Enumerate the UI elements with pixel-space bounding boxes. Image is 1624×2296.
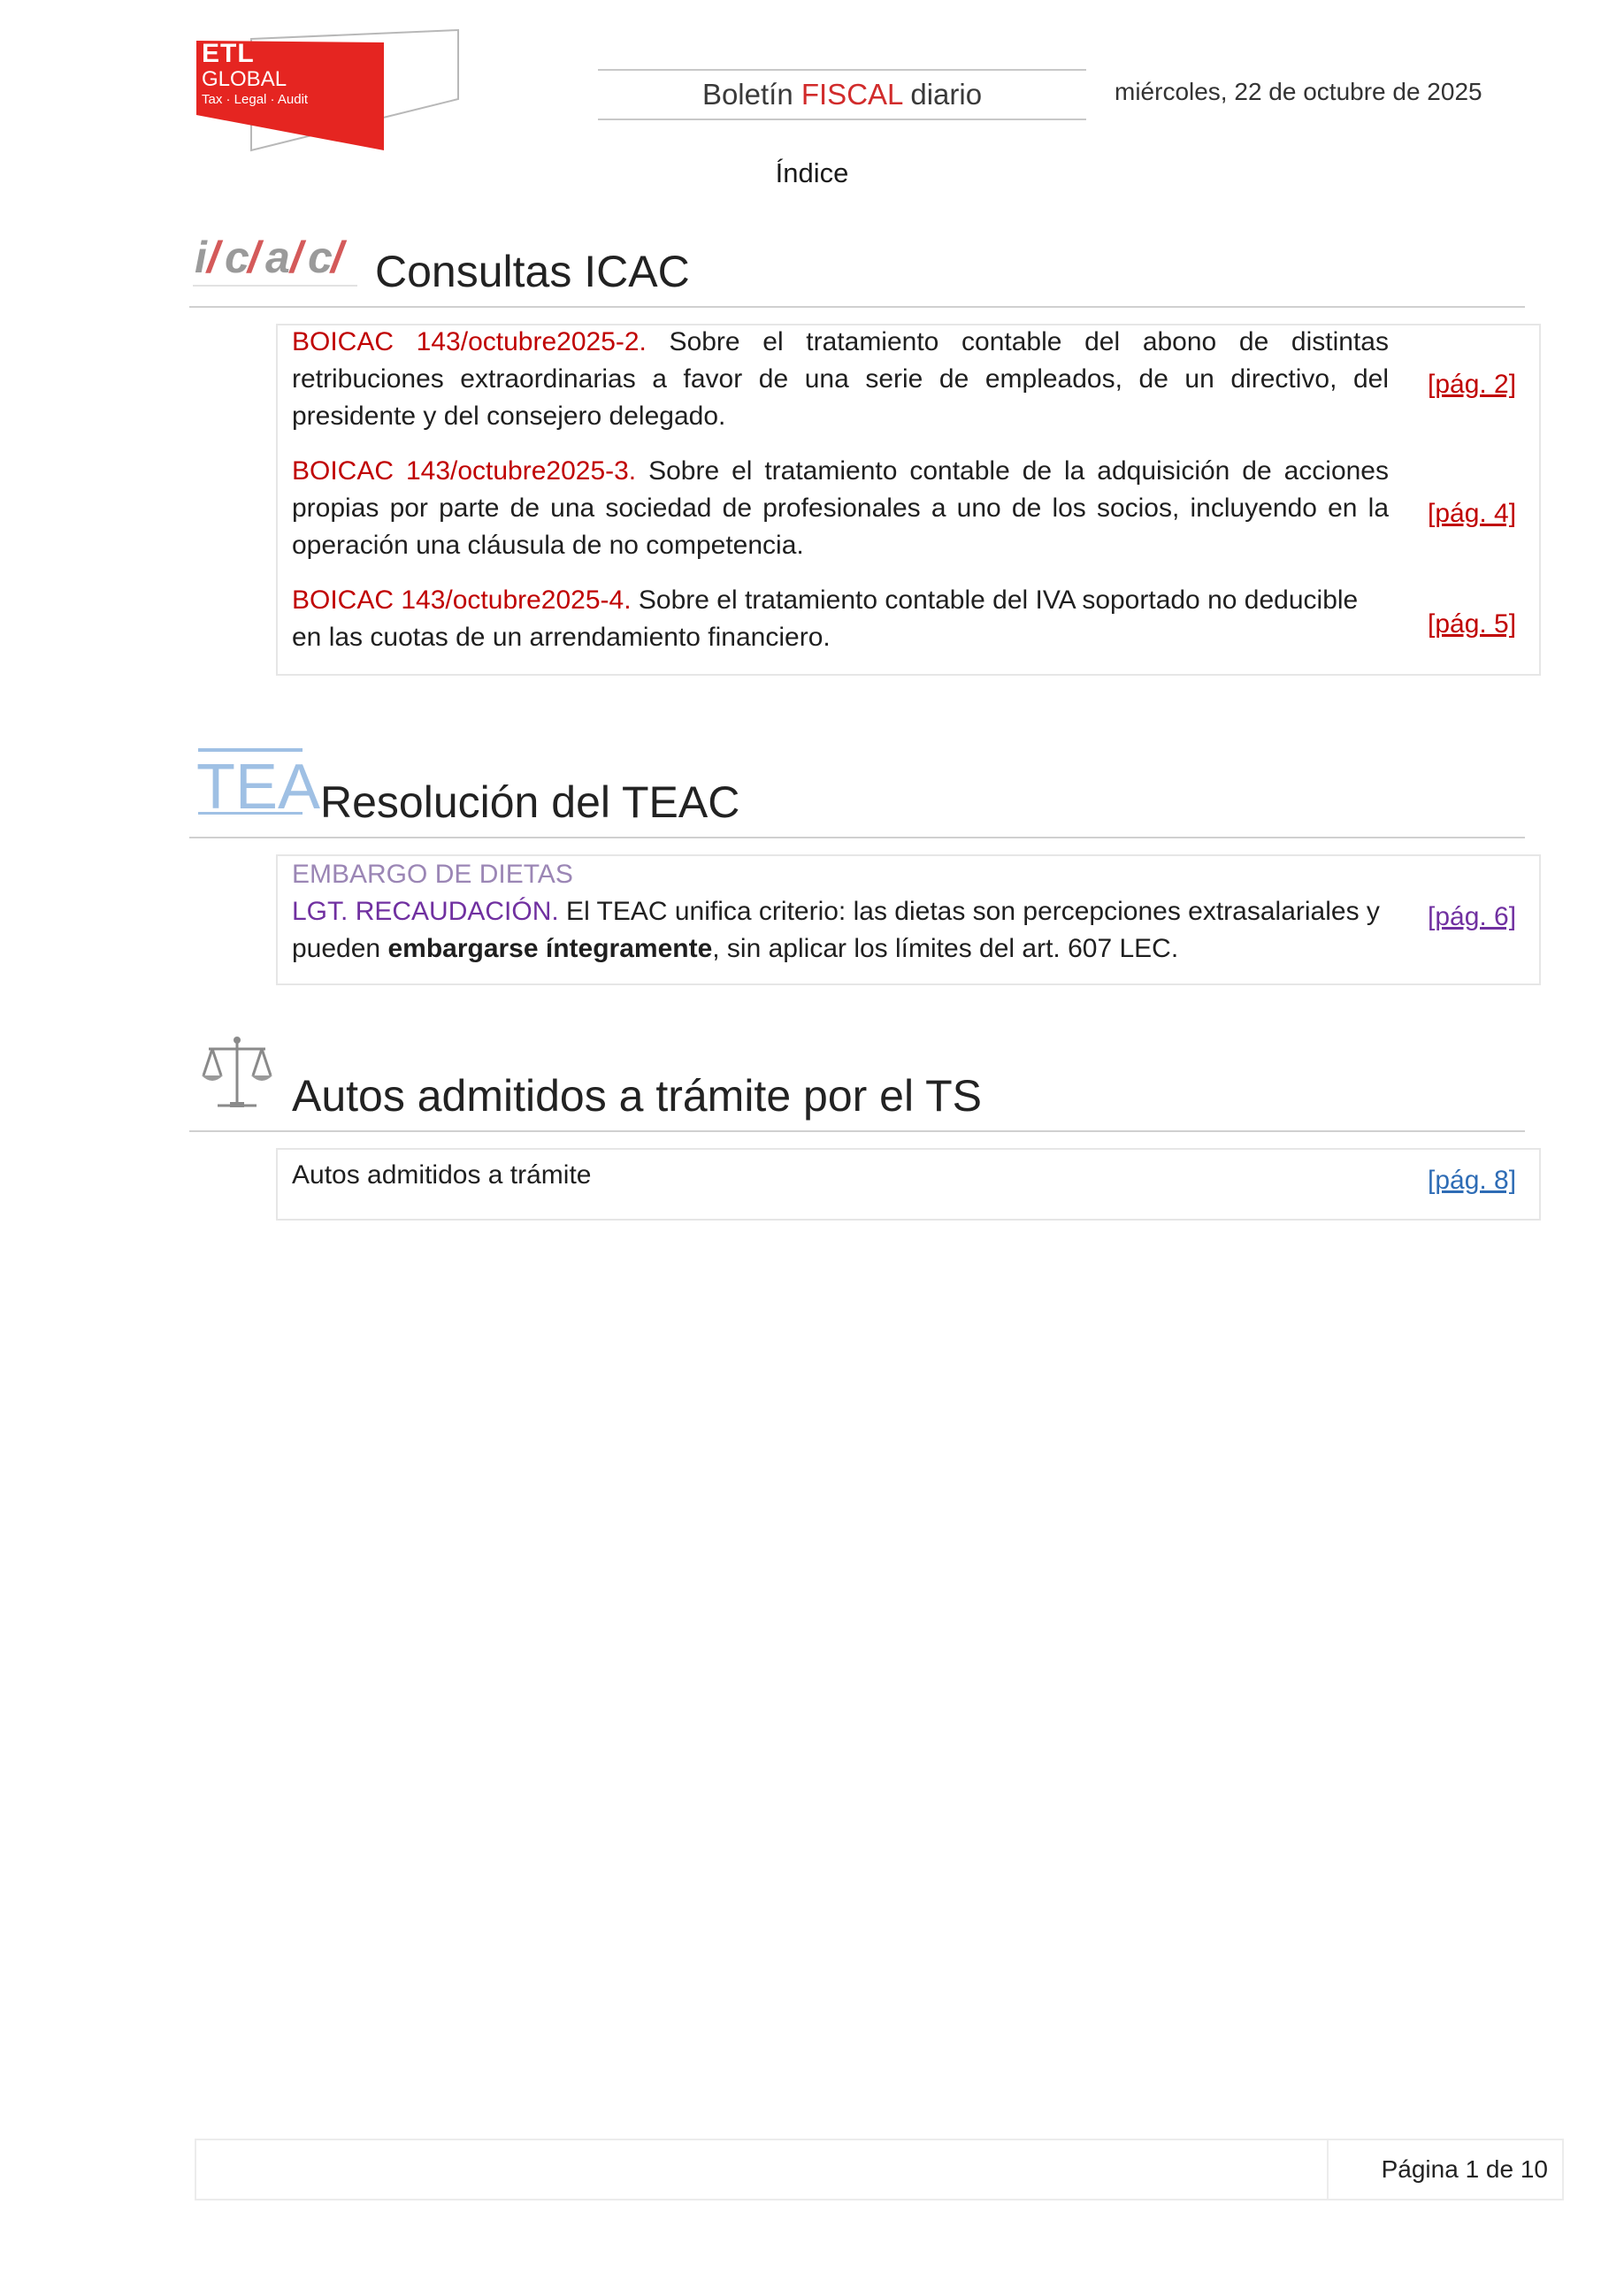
svg-text:c: c bbox=[308, 233, 333, 282]
entry-code: BOICAC 143/octubre2025-4. bbox=[292, 585, 632, 615]
svg-text:i: i bbox=[195, 233, 207, 282]
bulletin-title bbox=[598, 69, 1086, 120]
tea-logo-graphic bbox=[196, 748, 321, 823]
icac-logo-graphic bbox=[193, 228, 357, 285]
title-suffix: diario bbox=[902, 78, 983, 111]
ts-entry: Autos admitidos a trámite bbox=[292, 1160, 592, 1190]
svg-text:/: / bbox=[248, 233, 260, 282]
etl-global-logo bbox=[196, 30, 462, 154]
entry-bold-text: embargarse íntegramente bbox=[387, 934, 713, 963]
section-title-teac: Resolución del TEAC bbox=[320, 777, 740, 827]
section-title-ts: Autos admitidos a trámite por el TS bbox=[292, 1071, 982, 1121]
svg-text:a: a bbox=[265, 233, 290, 282]
page-footer bbox=[195, 2139, 1564, 2200]
footer-divider bbox=[1327, 2140, 1329, 2199]
scales-icon bbox=[200, 1035, 274, 1111]
entry-code: LGT. RECAUDACIÓN. bbox=[292, 897, 559, 926]
svg-text:c: c bbox=[225, 233, 249, 282]
scales-graphic bbox=[200, 1035, 274, 1111]
title-highlight: FISCAL bbox=[801, 78, 903, 111]
icac-entry-3 bbox=[292, 582, 1389, 656]
icac-logo-icon bbox=[193, 228, 357, 287]
page-link-5[interactable]: [pág. 5] bbox=[1428, 609, 1517, 639]
svg-text:/: / bbox=[290, 233, 303, 282]
page-link-6[interactable]: [pág. 6] bbox=[1428, 902, 1517, 931]
icac-entry-1 bbox=[292, 324, 1389, 435]
section-divider bbox=[189, 1130, 1525, 1132]
logo-tagline: Tax · Legal · Audit bbox=[202, 92, 309, 107]
page-link-8[interactable]: [pág. 8] bbox=[1428, 1166, 1517, 1195]
entry-code: BOICAC 143/octubre2025-3. bbox=[292, 456, 637, 486]
title-prefix: Boletín bbox=[701, 78, 801, 111]
entry-code: BOICAC 143/octubre2025-2. bbox=[292, 327, 647, 356]
entry-text: El TEAC unifica criterio: las dietas son percepciones extrasalariales y pueden bbox=[292, 897, 1380, 963]
svg-text:/: / bbox=[331, 233, 343, 282]
index-heading: Índice bbox=[775, 157, 849, 188]
logo-global: GLOBAL bbox=[202, 67, 287, 91]
icac-entry-2 bbox=[292, 453, 1389, 564]
page-link-2[interactable]: [pág. 2] bbox=[1428, 370, 1517, 399]
page-number: Página 1 de 10 bbox=[1381, 2155, 1548, 2183]
logo-etl: ETL bbox=[202, 39, 255, 68]
svg-text:TEA: TEA bbox=[196, 752, 321, 823]
entry-text: Sobre el tratamiento contable de la adquisición de acciones propias por parte de una sociedad de profesionales a uno de los socios, incluyendo en la operación una cláusula de no competencia. bbox=[292, 456, 1389, 560]
bulletin-date: miércoles, 22 de octubre de 2025 bbox=[1115, 78, 1482, 105]
entry-text: Sobre el tratamiento contable del IVA soportado no deducible en las cuotas de un arrendamiento financiero. bbox=[292, 585, 1359, 652]
tea-logo-icon bbox=[196, 748, 321, 823]
section-divider bbox=[189, 837, 1525, 838]
page-link-4[interactable]: [pág. 4] bbox=[1428, 499, 1517, 528]
section-divider bbox=[189, 306, 1525, 308]
teac-entry bbox=[292, 856, 1389, 968]
entry-text: Sobre el tratamiento contable del abono de distintas retribuciones extraordinarias a favor de una serie de empleados, de un directivo, del presidente y del consejero delegado. bbox=[292, 327, 1389, 431]
section-title-icac: Consultas ICAC bbox=[375, 247, 690, 296]
teac-subhead: EMBARGO DE DIETAS bbox=[292, 860, 573, 889]
entry-text: , sin aplicar los límites del art. 607 LEC. bbox=[712, 934, 1179, 963]
logo-text bbox=[202, 41, 308, 106]
svg-text:/: / bbox=[207, 233, 219, 282]
